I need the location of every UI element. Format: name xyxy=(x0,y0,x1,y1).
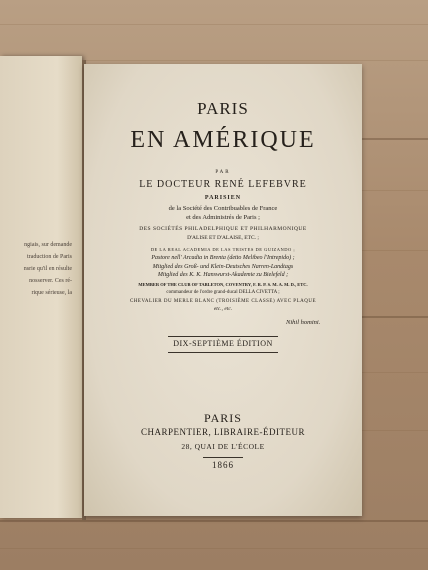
imprint-publisher: CHARPENTIER, LIBRAIRE-ÉDITEUR xyxy=(141,427,305,437)
society-line: D'ALISE ET D'ALAISE, ETC. ; xyxy=(187,235,259,241)
society-line: CHEVALIER DU MERLE BLANC (TROISIÈME CLASSE) AVEC PLAQUE xyxy=(129,299,317,304)
society-line: Mitglied des Groß- und Klein-Deutsches Narren-Landtags xyxy=(152,264,294,270)
edition: DIX-SEPTIÈME ÉDITION xyxy=(173,339,273,348)
left-page-text: traduction de Paris xyxy=(27,254,72,260)
society-line: commandeur de l'ordre grand-ducal DELLA CIVETTA ; xyxy=(166,290,280,295)
left-page xyxy=(0,56,82,518)
society-line: Mitglied des K. K. Hanswurst-Akademie zu Bielefeld ; xyxy=(157,272,289,278)
imprint-address: 28, QUAI DE L'ÉCOLE xyxy=(181,442,265,451)
left-page-text: ngiais, sur demande xyxy=(24,242,72,248)
left-page-text: rique sérieuse, la xyxy=(31,290,72,296)
society-line: DE LA REAL ACADEMIA DE LAS TRISTES DE GUIZANDO ; xyxy=(150,247,296,252)
title-line-1: PARIS xyxy=(197,99,249,118)
imprint-year: 1866 xyxy=(212,460,234,470)
author-name: LE DOCTEUR RENÉ LEFEBVRE xyxy=(139,179,307,190)
motto: Nihil homini. xyxy=(286,319,321,326)
society-line: et des Administrés de Paris ; xyxy=(186,214,260,221)
edition-rule-top xyxy=(168,336,278,337)
left-page-text: nsrie qu'il en résulte xyxy=(23,266,72,272)
title-line-2: EN AMÉRIQUE xyxy=(130,127,316,153)
year-rule xyxy=(203,457,243,458)
author-origin: PARISIEN xyxy=(204,195,242,201)
society-line: de la Société des Contribuables de France xyxy=(168,205,278,212)
left-page-text: nosserver. Ces ré- xyxy=(29,278,72,284)
imprint-city: PARIS xyxy=(204,411,242,425)
edition-rule-bottom xyxy=(168,352,278,353)
society-line: Pastore nell' Arcadia in Brenta (detto Melibeo l'Intrepido) ; xyxy=(151,255,295,261)
society-line: etc., etc. xyxy=(213,306,233,312)
by-label: PAR xyxy=(215,170,231,175)
society-line: MEMBER OF THE CLUB OF TABLETON, COVENTRY, F. R. P. S. M. A. M. D., ETC. xyxy=(138,282,308,287)
title-page xyxy=(84,64,362,516)
society-line: DES SOCIÉTÉS PHILADELPHIQUE ET PHILHARMONIQUE xyxy=(139,226,307,232)
